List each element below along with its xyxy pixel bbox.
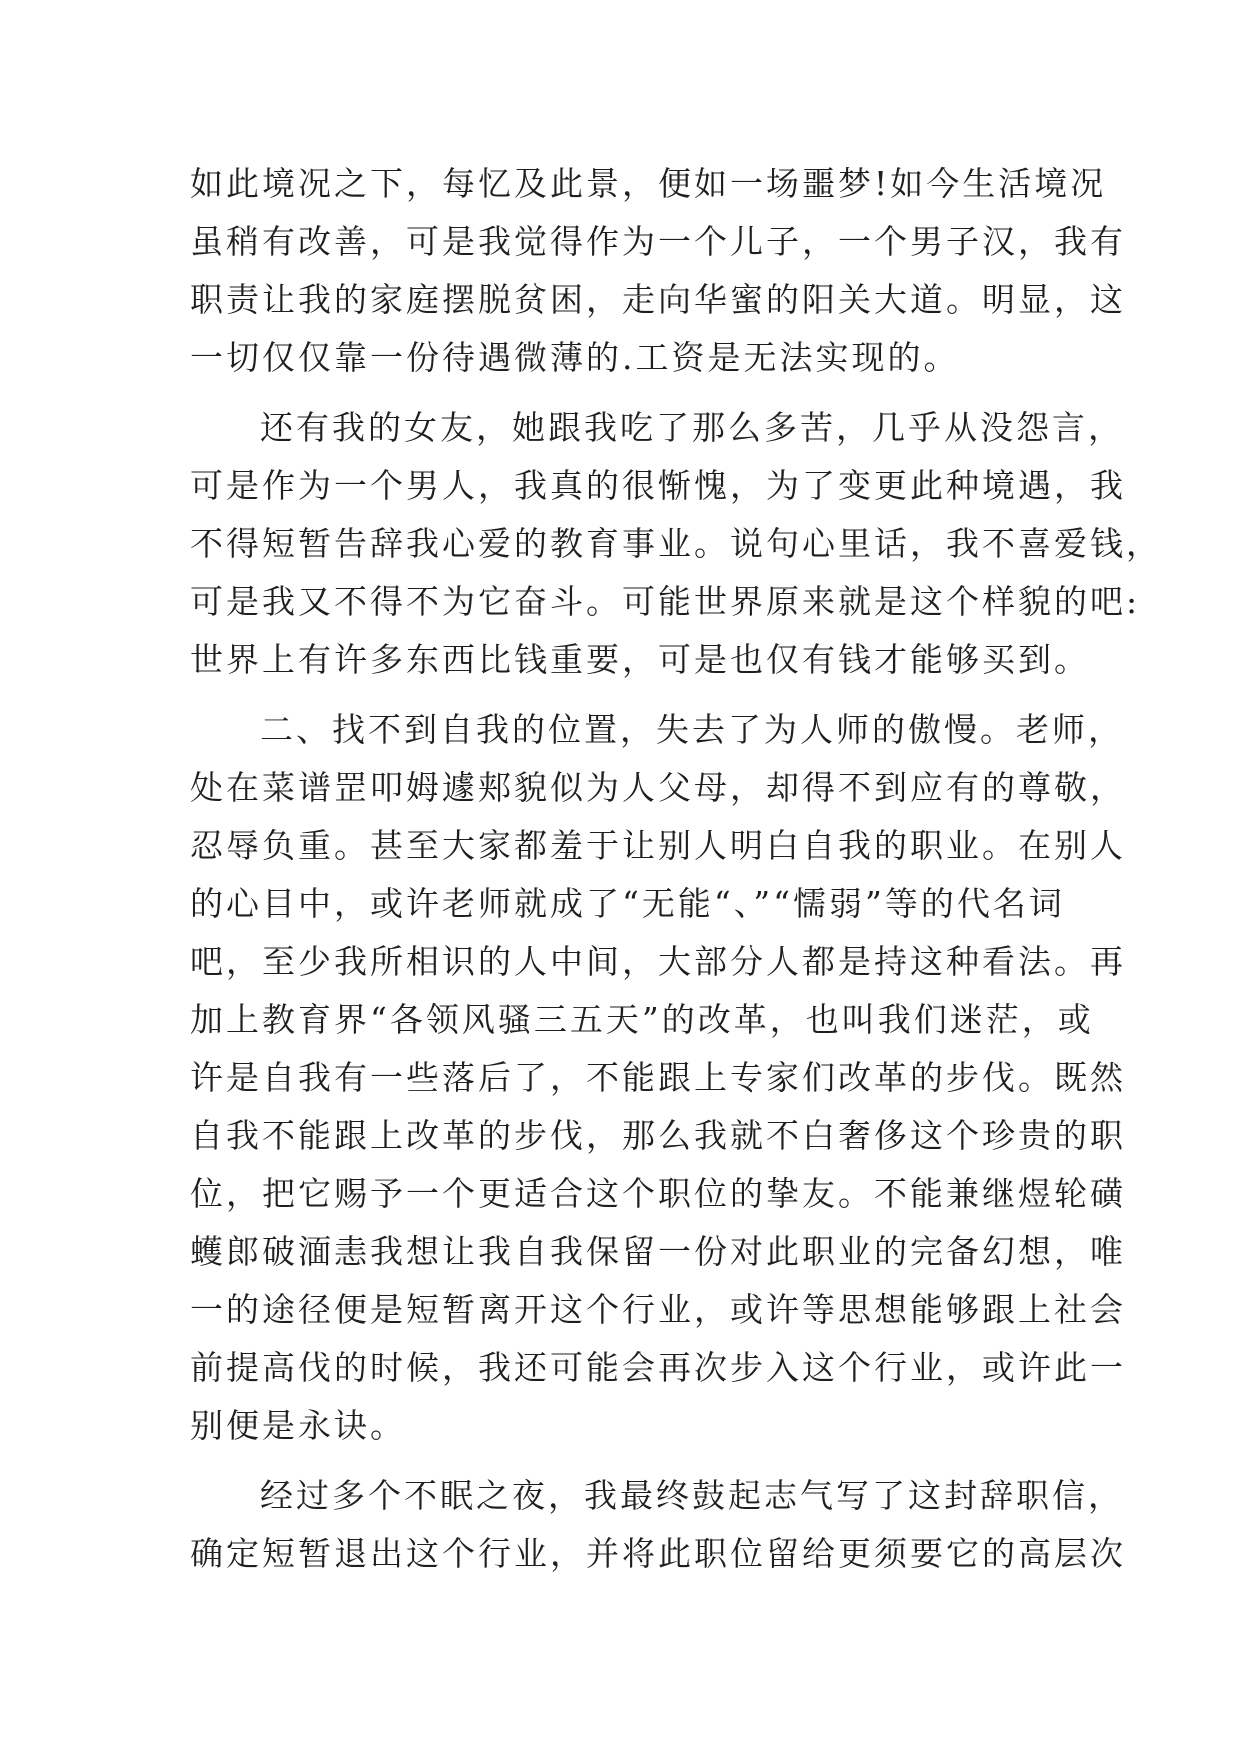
text-line: 蠖郎破湎恚我想让我自我保留一份对此职业的完备幻想，唯	[190, 1232, 1126, 1271]
paragraph	[190, 1467, 1126, 1583]
text-line: 加上教育界“各领风骚三五天”的改革，也叫我们迷茫，或	[190, 1000, 1094, 1039]
text-line: 世界上有许多东西比钱重要，可是也仅有钱才能够买到。	[190, 640, 1090, 679]
text-line: 自我不能跟上改革的步伐，那么我就不白奢侈这个珍贵的职	[190, 1116, 1126, 1155]
text-line: 位，把它赐予一个更适合这个职位的挚友。不能兼继煜轮磺	[190, 1174, 1126, 1213]
text-line: 一的途径便是短暂离开这个行业，或许等思想能够跟上社会	[190, 1290, 1126, 1329]
paragraph-gap	[190, 1455, 1050, 1467]
text-line: 吧，至少我所相识的人中间，大部分人都是持这种看法。再	[190, 942, 1126, 981]
text-line: 前提高伐的时候，我还可能会再次步入这个行业，或许此一	[190, 1348, 1126, 1387]
text-line: 许是自我有一些落后了，不能跟上专家们改革的步伐。既然	[190, 1058, 1126, 1097]
paragraph-gap	[190, 689, 1050, 701]
text-line: 忍辱负重。甚至大家都羞于让别人明白自我的职业。在别人	[190, 826, 1126, 865]
paragraph	[190, 399, 1162, 689]
text-line: 还有我的女友，她跟我吃了那么多苦，几乎从没怨言，	[260, 408, 1124, 447]
text-line: 可是我又不得不为它奋斗。可能世界原来就是这个样貌的吧:	[190, 582, 1141, 621]
text-line: 如此境况之下，每忆及此景，便如一场噩梦!如今生活境况	[190, 164, 1107, 203]
text-line: 别便是永诀。	[190, 1406, 406, 1445]
text-line: 确定短暂退出这个行业，并将此职位留给更须要它的高层次	[190, 1534, 1126, 1573]
text-line: 一切仅仅靠一份待遇微薄的.工资是无法实现的。	[190, 338, 960, 377]
text-line: 处在菜谱罡叩姆遽郏貌似为人父母，却得不到应有的尊敬，	[190, 768, 1126, 807]
text-line: 虽稍有改善，可是我觉得作为一个儿子，一个男子汉，我有	[190, 222, 1126, 261]
text-line: 不得短暂告辞我心爱的教育事业。说句心里话，我不喜爱钱，	[190, 524, 1162, 563]
paragraph	[190, 155, 1126, 387]
text-line: 职责让我的家庭摆脱贫困，走向华蜜的阳关大道。明显，这	[190, 280, 1126, 319]
text-line: 可是作为一个男人，我真的很惭愧，为了变更此种境遇，我	[190, 466, 1126, 505]
text-line: 经过多个不眠之夜，我最终鼓起志气写了这封辞职信，	[260, 1476, 1124, 1515]
text-line: 的心目中，或许老师就成了“无能“、”“懦弱”等的代名词	[190, 884, 1065, 923]
text-line: 二、找不到自我的位置，失去了为人师的傲慢。老师，	[260, 710, 1124, 749]
paragraph	[190, 701, 1126, 1455]
paragraph-gap	[190, 387, 1050, 399]
document-body	[190, 155, 1162, 1583]
